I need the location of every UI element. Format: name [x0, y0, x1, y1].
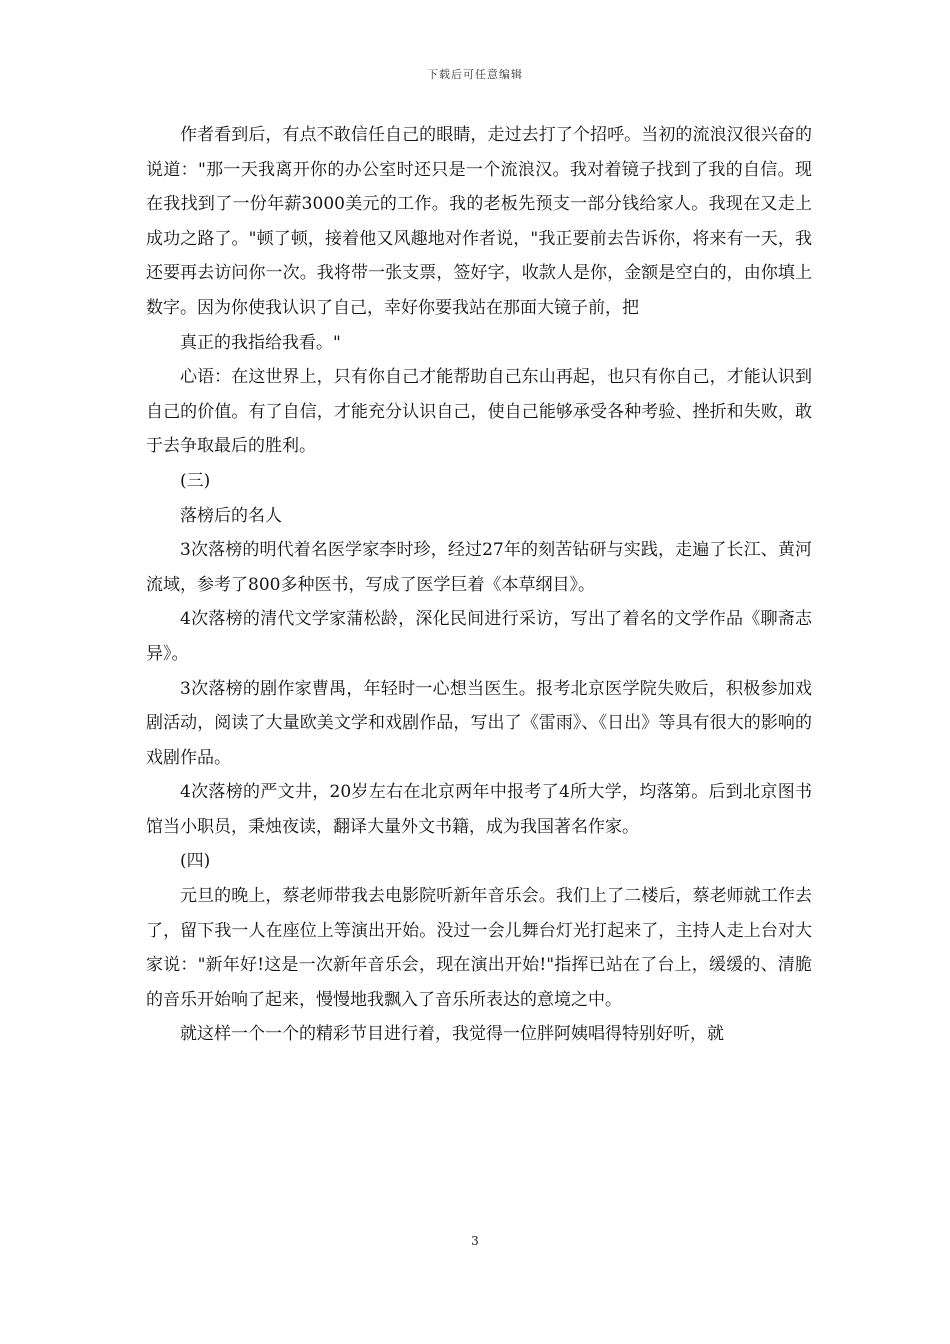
page-number: 3 — [471, 1234, 479, 1248]
paragraph-story-quote-end: 真正的我指给我看。" — [180, 332, 341, 353]
document-body — [146, 118, 812, 1052]
section-heading-4: (四) — [180, 851, 211, 872]
paragraph-concert-continued: 就这样一个一个的精彩节目进行着，我觉得一位胖阿姨唱得特别好听，就 — [180, 1024, 724, 1045]
paragraph-heart-words: 心语：在这世界上，只有你自己才能帮助自己东山再起，也只有你自己，才能认识到自己的价值。有了自信，才能充分认识自己，使自己能够承受各种考验、挫折和失败，敢于去争取最后的胜利。 — [146, 367, 812, 457]
paragraph-story-ending: 作者看到后，有点不敢信任自己的眼睛，走过去打了个招呼。当初的流浪汉很兴奋的说道："那一天我离开你的办公室时还只是一个流浪汉。我对着镜子找到了我的自信。现在我找到了一份年薪3000美元的工作。我的老板先预支一部分钱给家人。我现在又走上成功之路了。"顿了顿，接着他又风趣地对作者说，"我正要前去告诉你，将来有一天，我还要再去访问你一次。我将带一张支票，签好字，收款人是你，金额是空白的，由你填上数字。因为你使我认识了自己，幸好你要我站在那面大镜子前，把 — [146, 125, 812, 318]
page-header: 下载后可任意编辑 — [427, 68, 523, 81]
paragraph-new-year-concert: 元旦的晚上，蔡老师带我去电影院听新年音乐会。我们上了二楼后，蔡老师就工作去了，留下我一人在座位上等演出开始。没过一会儿舞台灯光打起来了，主持人走上台对大家说："新年好!这是一次新年音乐会，现在演出开始!"指挥已站在了台上，缓缓的、清脆的音乐开始响了起来，慢慢地我飘入了音乐所表达的意境之中。 — [146, 886, 812, 1010]
paragraph-yan-wenjing: 4次落榜的严文井，20岁左右在北京两年中报考了4所大学，均落第。后到北京图书馆当小职员，秉烛夜读，翻译大量外文书籍，成为我国著名作家。 — [146, 782, 812, 837]
paragraph-li-shizhen: 3次落榜的明代着名医学家李时珍，经过27年的刻苦钻研与实践，走遍了长江、黄河流域，参考了800多种医书，写成了医学巨着《本草纲目》。 — [146, 540, 812, 595]
paragraph-cao-yu: 3次落榜的剧作家曹禺，年轻时一心想当医生。报考北京医学院失败后，积极参加戏剧活动，阅读了大量欧美文学和戏剧作品，写出了《雷雨》、《日出》等具有很大的影响的戏剧作品。 — [146, 678, 812, 768]
section-heading-3: (三) — [180, 470, 211, 491]
paragraph-pu-songling: 4次落榜的清代文学家蒲松龄，深化民间进行采访，写出了着名的文学作品《聊斋志异》。 — [146, 609, 812, 664]
section-title-famous-people: 落榜后的名人 — [180, 505, 282, 526]
